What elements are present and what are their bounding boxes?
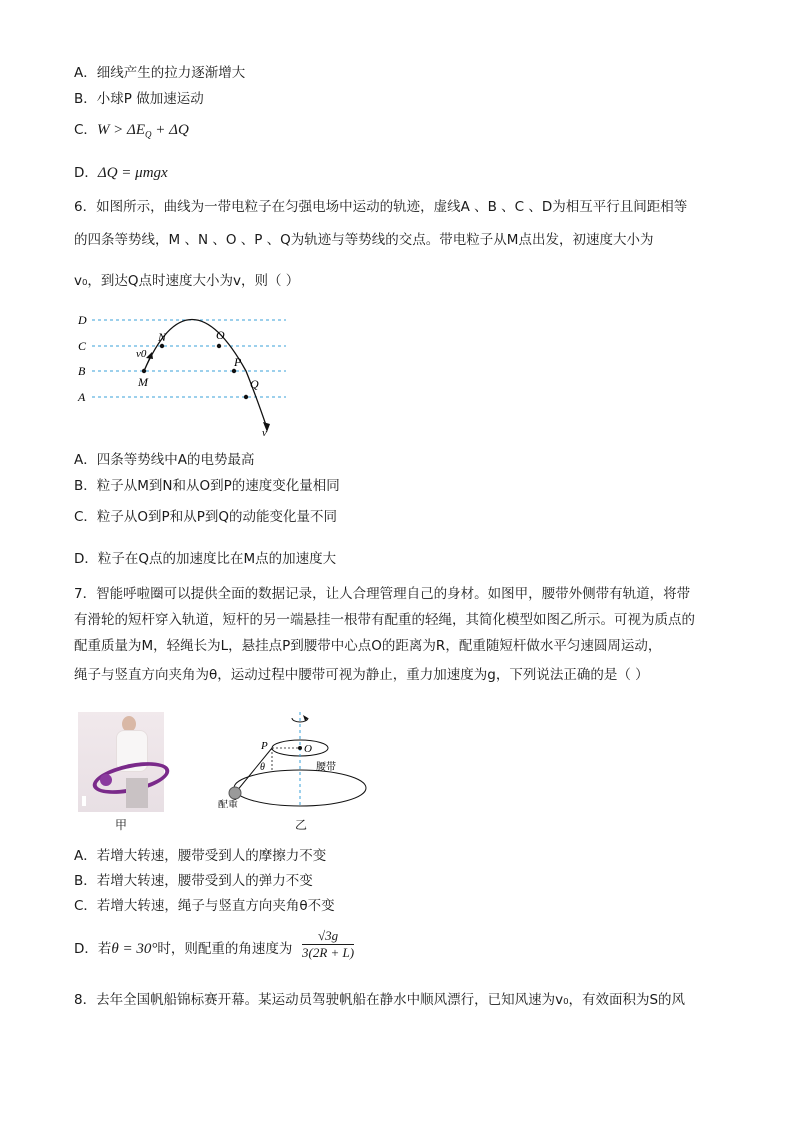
- q7-stem-line-4: 绳子与竖直方向夹角为θ，运动过程中腰带可视为静止，重力加速度为g，下列说法正确的是（ ）: [74, 667, 649, 683]
- q6-stem-line-1: 6．如图所示，曲线为一带电粒子在匀强电场中运动的轨迹，虚线A 、B 、C 、D为相互平行且间距相等: [74, 199, 688, 215]
- fraction-denominator: 3(2R + L): [302, 945, 355, 960]
- label-b: B: [78, 364, 86, 378]
- photo-weight: [100, 774, 112, 786]
- q7-option-d-fraction: [302, 928, 354, 961]
- photo-shorts: [126, 778, 148, 808]
- photo-mark: [82, 796, 86, 806]
- label-o: O: [304, 743, 312, 755]
- point-o: [217, 344, 221, 348]
- q6-option-b: B．粒子从M到N和从O到P的速度变化量相同: [74, 478, 340, 494]
- label-v0: v0: [136, 348, 147, 360]
- q7-stem-line-3: 配重质量为M，轻绳长为L，悬挂点P到腰带中心点O的距离为R，配重随短杆做水平匀速圆周运动，: [74, 638, 662, 654]
- q5-option-d-label: D．: [74, 165, 98, 181]
- q6-stem-line-2: 的四条等势线，M 、N 、O 、P 、Q为轨迹与等势线的交点。带电粒子从M点出发，初速度大小为: [74, 232, 654, 248]
- q5-option-c: [74, 121, 189, 144]
- center-point-o: [298, 746, 302, 750]
- q5-option-c-subscript: Q: [145, 129, 152, 140]
- q7-option-b: B．若增大转速，腰带受到人的弹力不变: [74, 873, 313, 889]
- q5-option-c-label: C．: [74, 122, 97, 138]
- q6-trajectory-figure: [74, 308, 304, 440]
- point-n: [160, 344, 164, 348]
- hula-hoop-photo: [78, 712, 164, 812]
- figure-jia-caption: 甲: [115, 818, 128, 832]
- label-a: A: [78, 390, 86, 404]
- label-q: Q: [250, 377, 259, 391]
- rope-line: [236, 748, 272, 792]
- q7-option-d-condition: θ = 30°: [111, 941, 158, 957]
- label-v: v: [262, 427, 267, 439]
- label-d: D: [78, 313, 87, 327]
- q6-option-c: C．粒子从O到P和从P到Q的动能变化量不同: [74, 509, 337, 525]
- q8-stem-line-1: 8．去年全国帆船锦标赛开幕。某运动员驾驶帆船在静水中顺风漂行，已知风速为v₀，有效面积为S的风: [74, 992, 686, 1008]
- label-counterweight: 配重: [218, 800, 238, 808]
- label-belt: 腰带: [316, 762, 336, 773]
- q7-option-c: C．若增大转速，绳子与竖直方向夹角θ不变: [74, 898, 335, 914]
- q5-option-b: B．小球P 做加速运动: [74, 91, 204, 107]
- label-theta: θ: [260, 762, 265, 773]
- q6-stem-line-3: v₀，到达Q点时速度大小为v，则（ ）: [74, 273, 300, 289]
- q7-stem-line-2: 有滑轮的短杆穿入轨道，短杆的另一端悬挂一根带有配重的轻绳，其简化模型如图乙所示。可视为质点的: [74, 612, 695, 628]
- point-p: [232, 369, 236, 373]
- label-c: C: [78, 339, 87, 353]
- label-o: O: [216, 328, 225, 342]
- q5-option-a: A．细线产生的拉力逐渐增大: [74, 65, 246, 81]
- q7-option-d-text: 时，则配重的角速度为: [157, 941, 293, 957]
- q7-option-a: A．若增大转速，腰带受到人的摩擦力不变: [74, 848, 327, 864]
- q7-option-d-label: D．若: [74, 941, 112, 957]
- point-m: [142, 369, 146, 373]
- q6-option-d: D．粒子在Q点的加速度比在M点的加速度大: [74, 551, 337, 567]
- label-m: M: [138, 375, 148, 389]
- counterweight: [229, 787, 241, 799]
- q5-option-d-formula: ΔQ = μmgx: [97, 165, 168, 181]
- q6-option-a: A．四条等势线中A的电势最高: [74, 452, 255, 468]
- waistband-model-figure: [216, 708, 372, 808]
- figure-yi-caption: 乙: [295, 818, 308, 832]
- label-n: N: [158, 330, 167, 344]
- q5-option-c-formula: W > ΔE: [96, 122, 146, 138]
- label-p: P: [234, 355, 242, 369]
- q5-option-d: [74, 164, 168, 182]
- point-q: [244, 395, 248, 399]
- fraction-numerator: √3g: [302, 928, 354, 945]
- label-p: P: [261, 740, 268, 752]
- q5-option-c-formula-tail: + ΔQ: [151, 122, 189, 138]
- initial-velocity-arrowhead: [146, 352, 153, 359]
- q7-option-d: [74, 940, 292, 958]
- q7-stem-line-1: 7．智能呼啦圈可以提供全面的数据记录，让人合理管理自己的身材。如图甲，腰带外侧带有轨道，将带: [74, 586, 691, 602]
- belt-ellipse: [234, 770, 366, 806]
